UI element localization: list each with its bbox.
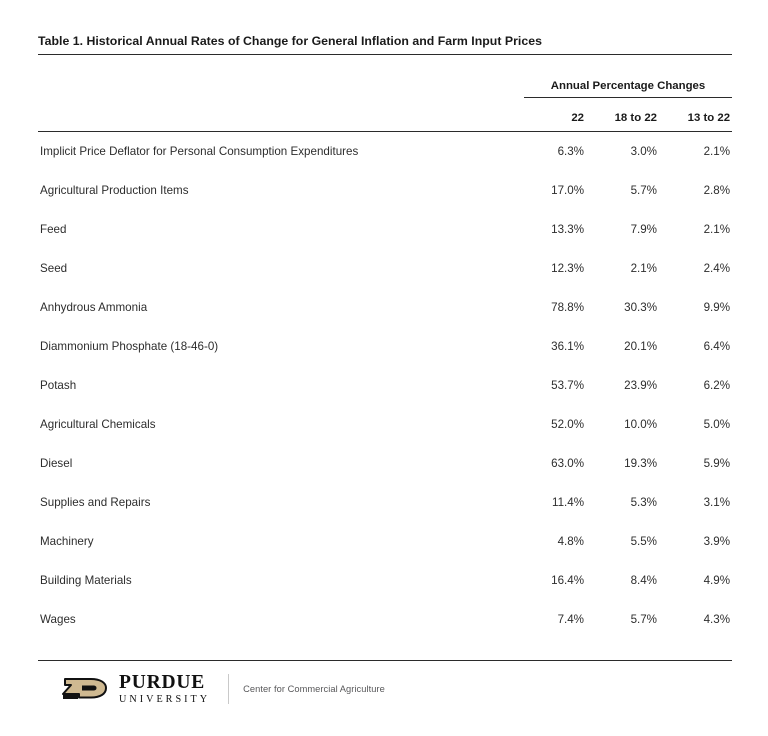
table-row — [38, 327, 732, 366]
row-value-13-to-22: 6.2% — [703, 379, 731, 392]
wordmark-purdue: PURDUE — [119, 672, 206, 694]
row-value-13-to-22: 9.9% — [703, 301, 731, 314]
row-value-22: 53.7% — [551, 379, 584, 392]
column-header-row — [38, 98, 732, 132]
row-value-18-to-22: 5.5% — [630, 535, 657, 548]
row-label: Anhydrous Ammonia — [40, 301, 148, 314]
row-value-22: 17.0% — [551, 184, 584, 197]
row-value-22: 52.0% — [551, 418, 584, 431]
row-value-22: 7.4% — [557, 613, 584, 626]
table-title-block — [38, 34, 732, 55]
row-label: Seed — [40, 262, 68, 275]
row-label: Diammonium Phosphate (18-46-0) — [40, 340, 219, 353]
purdue-p-logo-icon — [60, 674, 110, 704]
row-value-22: 6.3% — [557, 145, 584, 158]
row-value-13-to-22: 3.1% — [703, 496, 731, 509]
data-table — [38, 70, 732, 640]
table-row — [38, 288, 732, 327]
row-value-18-to-22: 8.4% — [630, 574, 657, 587]
group-header-spacer — [38, 70, 524, 98]
column-header-18-to-22: 18 to 22 — [586, 98, 659, 132]
row-value-18-to-22: 19.3% — [624, 457, 657, 470]
page-title: Table 1. Historical Annual Rates of Change for General Inflation and Farm Input Prices — [38, 34, 542, 48]
table-body — [38, 132, 732, 641]
table-bottom-rule — [38, 660, 732, 661]
row-value-13-to-22: 2.1% — [703, 145, 731, 158]
row-value-13-to-22: 3.9% — [703, 535, 731, 548]
row-label: Wages — [40, 613, 76, 626]
group-header-row — [38, 70, 732, 98]
row-value-13-to-22: 4.9% — [703, 574, 731, 587]
table-row — [38, 249, 732, 288]
row-value-22: 12.3% — [551, 262, 584, 275]
table-head — [38, 70, 732, 132]
row-value-18-to-22: 7.9% — [630, 223, 657, 236]
row-value-13-to-22: 4.3% — [703, 613, 731, 626]
table-row — [38, 405, 732, 444]
row-value-13-to-22: 2.1% — [703, 223, 731, 236]
row-label: Feed — [40, 223, 67, 236]
row-value-18-to-22: 20.1% — [624, 340, 657, 353]
row-label: Machinery — [40, 535, 94, 548]
row-value-18-to-22: 10.0% — [624, 418, 657, 431]
row-label: Potash — [40, 379, 77, 392]
table-row — [38, 483, 732, 522]
row-value-18-to-22: 5.3% — [630, 496, 657, 509]
row-value-13-to-22: 2.8% — [703, 184, 731, 197]
row-value-22: 36.1% — [551, 340, 584, 353]
row-value-18-to-22: 3.0% — [630, 145, 657, 158]
title-rule — [38, 54, 732, 55]
table-row — [38, 561, 732, 600]
row-label: Diesel — [40, 457, 73, 470]
footer-unit-name: Center for Commercial Agriculture — [243, 684, 385, 694]
column-header-22: 22 — [524, 98, 586, 132]
row-value-22: 78.8% — [551, 301, 584, 314]
group-header-annual-percentage-changes: Annual Percentage Changes — [524, 70, 732, 98]
row-label: Agricultural Production Items — [40, 184, 189, 197]
row-value-22: 11.4% — [551, 496, 584, 509]
table-row — [38, 522, 732, 561]
row-label: Implicit Price Deflator for Personal Consumption Expenditures — [40, 145, 359, 158]
row-value-18-to-22: 5.7% — [630, 184, 657, 197]
table-row — [38, 171, 732, 210]
purdue-wordmark — [119, 673, 210, 705]
column-header-13-to-22: 13 to 22 — [659, 98, 732, 132]
row-label: Supplies and Repairs — [40, 496, 151, 509]
wordmark-university: UNIVERSITY — [119, 693, 211, 705]
row-value-13-to-22: 6.4% — [703, 340, 731, 353]
table-row — [38, 210, 732, 249]
row-value-18-to-22: 23.9% — [624, 379, 657, 392]
row-value-18-to-22: 30.3% — [624, 301, 657, 314]
footer-divider — [228, 674, 229, 704]
row-value-22: 13.3% — [551, 223, 584, 236]
table-row — [38, 366, 732, 405]
footer-branding — [60, 672, 385, 706]
row-value-22: 63.0% — [551, 457, 584, 470]
row-label: Building Materials — [40, 574, 132, 587]
row-value-18-to-22: 5.7% — [630, 613, 657, 626]
table-row — [38, 600, 732, 640]
table-row — [38, 132, 732, 172]
row-value-13-to-22: 2.4% — [703, 262, 731, 275]
row-value-13-to-22: 5.9% — [703, 457, 731, 470]
row-value-18-to-22: 2.1% — [630, 262, 657, 275]
row-value-22: 4.8% — [557, 535, 584, 548]
row-value-13-to-22: 5.0% — [703, 418, 731, 431]
column-header-item — [38, 98, 524, 132]
table-row — [38, 444, 732, 483]
row-label: Agricultural Chemicals — [40, 418, 156, 431]
row-value-22: 16.4% — [551, 574, 584, 587]
